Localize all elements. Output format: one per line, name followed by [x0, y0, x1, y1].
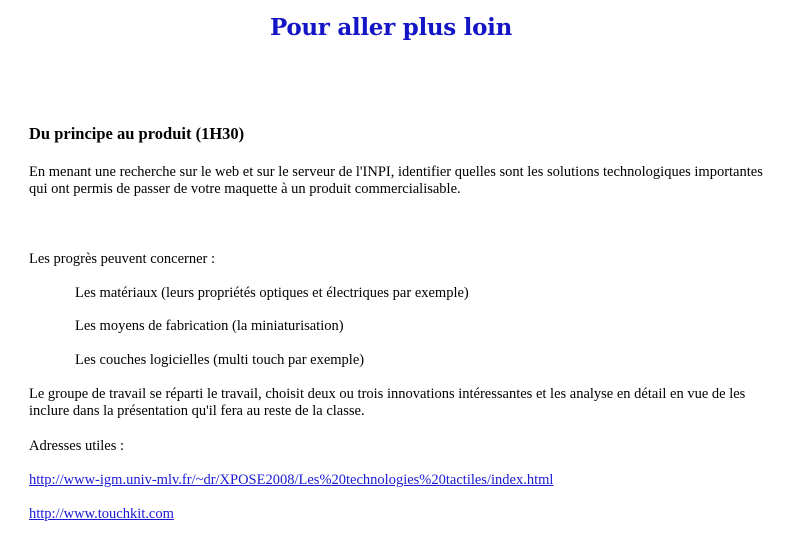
- list-item-manufacturing: Les moyens de fabrication (la miniaturisation): [75, 318, 344, 334]
- section-heading: Du principe au produit (1H30): [29, 124, 245, 143]
- list-item-software: Les couches logicielles (multi touch par exemple): [75, 352, 365, 368]
- progress-label: Les progrès peuvent concerner :: [29, 251, 216, 267]
- igm-link[interactable]: http://www-igm.univ-mlv.fr/~dr/XPOSE2008/Les%20technologies%20tactiles/index.html: [29, 472, 554, 488]
- addresses-label: Adresses utiles :: [29, 438, 125, 454]
- touchkit-link[interactable]: http://www.touchkit.com: [29, 506, 174, 522]
- page-title: Pour aller plus loin: [269, 14, 513, 41]
- list-item-materials: Les matériaux (leurs propriétés optiques et électriques par exemple): [75, 285, 469, 301]
- link-row-2: [29, 506, 764, 523]
- intro-paragraph: En menant une recherche sur le web et sur le serveur de l'INPI, identifier quelles sont les solutions technologiques importantes qui ont permis de passer de votre maquette à un produit commercialisable.: [29, 164, 763, 197]
- group-work-paragraph: Le groupe de travail se réparti le travail, choisit deux ou trois innovations intéressantes et les analyse en détail en vue de les inclure dans la présentation qu'il fera au reste de la classe.: [29, 386, 746, 419]
- link-row-1: [29, 472, 764, 489]
